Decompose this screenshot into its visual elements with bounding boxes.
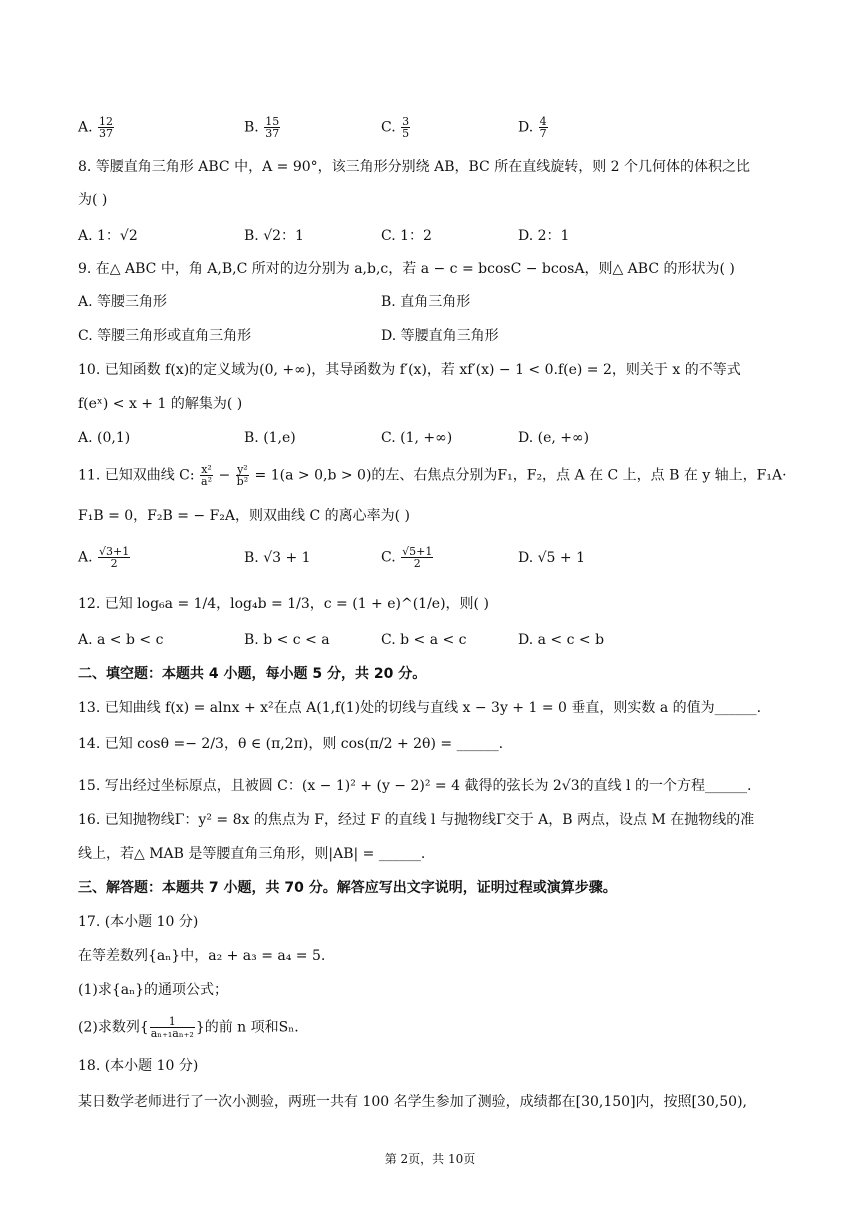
- q8-stem-line1: 8. 等腰直角三角形 ABC 中，A = 90°，该三角形分别绕 AB，BC 所在直线旋转，则 2 个几何体的体积之比: [78, 159, 750, 175]
- q12-option-a: A. a < b < c: [78, 632, 164, 648]
- q8-option-c: C. 1：2: [381, 228, 432, 244]
- q17-part1: (1)求{aₙ}的通项公式；: [78, 982, 229, 998]
- q11-stem-line1: 11. 已知双曲线 C: $\frac{\text{x²}}{\text{a²}}$ − $\frac{\text{y²}}{\text{b²}}$ = 1(a > 0,b > 0)的左、右焦点分别为F₁，F₂，点 A 在 C 上，点 B 在 y 轴上，F₁A·: [78, 463, 787, 488]
- q7-option-b: B. $\frac{15}{37}$: [244, 115, 280, 140]
- q11-option-c: C. $\frac{√5+1}{2}$: [381, 545, 433, 570]
- q18-stem: 某日数学老师进行了一次小测验，两班一共有 100 名学生参加了测验，成绩都在[30,150]内，按照[30,50),: [78, 1094, 747, 1110]
- q10-option-d: D. (e, +∞): [518, 430, 590, 446]
- q17-part2: (2)求数列{ $\frac{1}{\text{aₙ₊₁aₙ₊₂}}$ }的前 n 项和Sₙ.: [78, 1015, 299, 1040]
- q12-option-c: C. b < a < c: [381, 632, 467, 648]
- q11-option-a: A. $\frac{√3+1}{2}$: [78, 545, 130, 570]
- q18-title: 18. (本小题 10 分): [78, 1058, 199, 1074]
- q10-option-c: C. (1, +∞): [381, 430, 453, 446]
- q14-stem: 14. 已知 cosθ =− 2/3，θ ∈ (π,2π)，则 cos(π/2 + 2θ) = ______.: [78, 736, 504, 752]
- q16-stem-line1: 16. 已知抛物线Γ：y² = 8x 的焦点为 F，经过 F 的直线 l 与抛物线Γ交于 A，B 两点，设点 M 在抛物线的准: [78, 812, 755, 828]
- q11-stem-line2: F₁B = 0，F₂B = − F₂A，则双曲线 C 的离心率为( ): [78, 508, 411, 524]
- q8-stem-line2: 为( ): [78, 192, 108, 208]
- q17-title: 17. (本小题 10 分): [78, 914, 199, 930]
- q11-option-d: D. √5 + 1: [518, 550, 585, 566]
- q13-stem: 13. 已知曲线 f(x) = alnx + x²在点 A(1,f(1)处的切线与直线 x − 3y + 1 = 0 垂直，则实数 a 的值为______.: [78, 700, 762, 716]
- q12-option-b: B. b < c < a: [244, 632, 330, 648]
- q7-option-d: D. $\frac{4}{7}$: [518, 115, 547, 140]
- q9-option-b: B. 直角三角形: [381, 294, 471, 310]
- q10-option-b: B. (1,e): [244, 430, 296, 446]
- q9-option-a: A. 等腰三角形: [78, 294, 168, 310]
- page-footer: 第 2页，共 10页: [384, 1152, 476, 1166]
- section-solution-heading: 三、解答题：本题共 7 小题，共 70 分。解答应写出文字说明，证明过程或演算步骤。: [78, 880, 617, 896]
- q16-stem-line2: 线上，若△ MAB 是等腰直角三角形，则|AB| = ______.: [78, 846, 426, 862]
- q7-option-a: A. $\frac{12}{37}$: [78, 115, 114, 140]
- q10-option-a: A. (0,1): [78, 430, 131, 446]
- q12-option-d: D. a < c < b: [518, 632, 605, 648]
- q8-option-b: B. √2：1: [244, 228, 304, 244]
- q8-option-d: D. 2：1: [518, 228, 570, 244]
- q15-stem: 15. 写出经过坐标原点，且被圆 C：(x − 1)² + (y − 2)² = 4 截得的弦长为 2√3的直线 l 的一个方程______.: [78, 778, 752, 794]
- q12-stem: 12. 已知 log₆a = 1/4，log₄b = 1/3，c = (1 + e)^(1/e)，则( ): [78, 596, 489, 612]
- q10-stem-line2: f(eˣ) < x + 1 的解集为( ): [78, 396, 243, 412]
- q8-option-a: A. 1：√2: [78, 228, 138, 244]
- section-fill-in-heading: 二、填空题：本题共 4 小题，每小题 5 分，共 20 分。: [78, 666, 427, 682]
- q17-stem: 在等差数列{aₙ}中，a₂ + a₃ = a₄ = 5.: [78, 948, 326, 964]
- q10-stem-line1: 10. 已知函数 f(x)的定义域为(0, +∞)，其导函数为 f′(x)，若 xf′(x) − 1 < 0.f(e) = 2，则关于 x 的不等式: [78, 362, 741, 378]
- q11-option-b: B. √3 + 1: [244, 550, 311, 566]
- q7-option-c: C. $\frac{3}{5}$: [381, 115, 410, 140]
- q9-stem: 9. 在△ ABC 中，角 A,B,C 所对的边分别为 a,b,c，若 a − c = bcosC − bcosA，则△ ABC 的形状为( ): [78, 261, 735, 277]
- q9-option-c: C. 等腰三角形或直角三角形: [78, 328, 252, 344]
- q9-option-d: D. 等腰直角三角形: [381, 328, 499, 344]
